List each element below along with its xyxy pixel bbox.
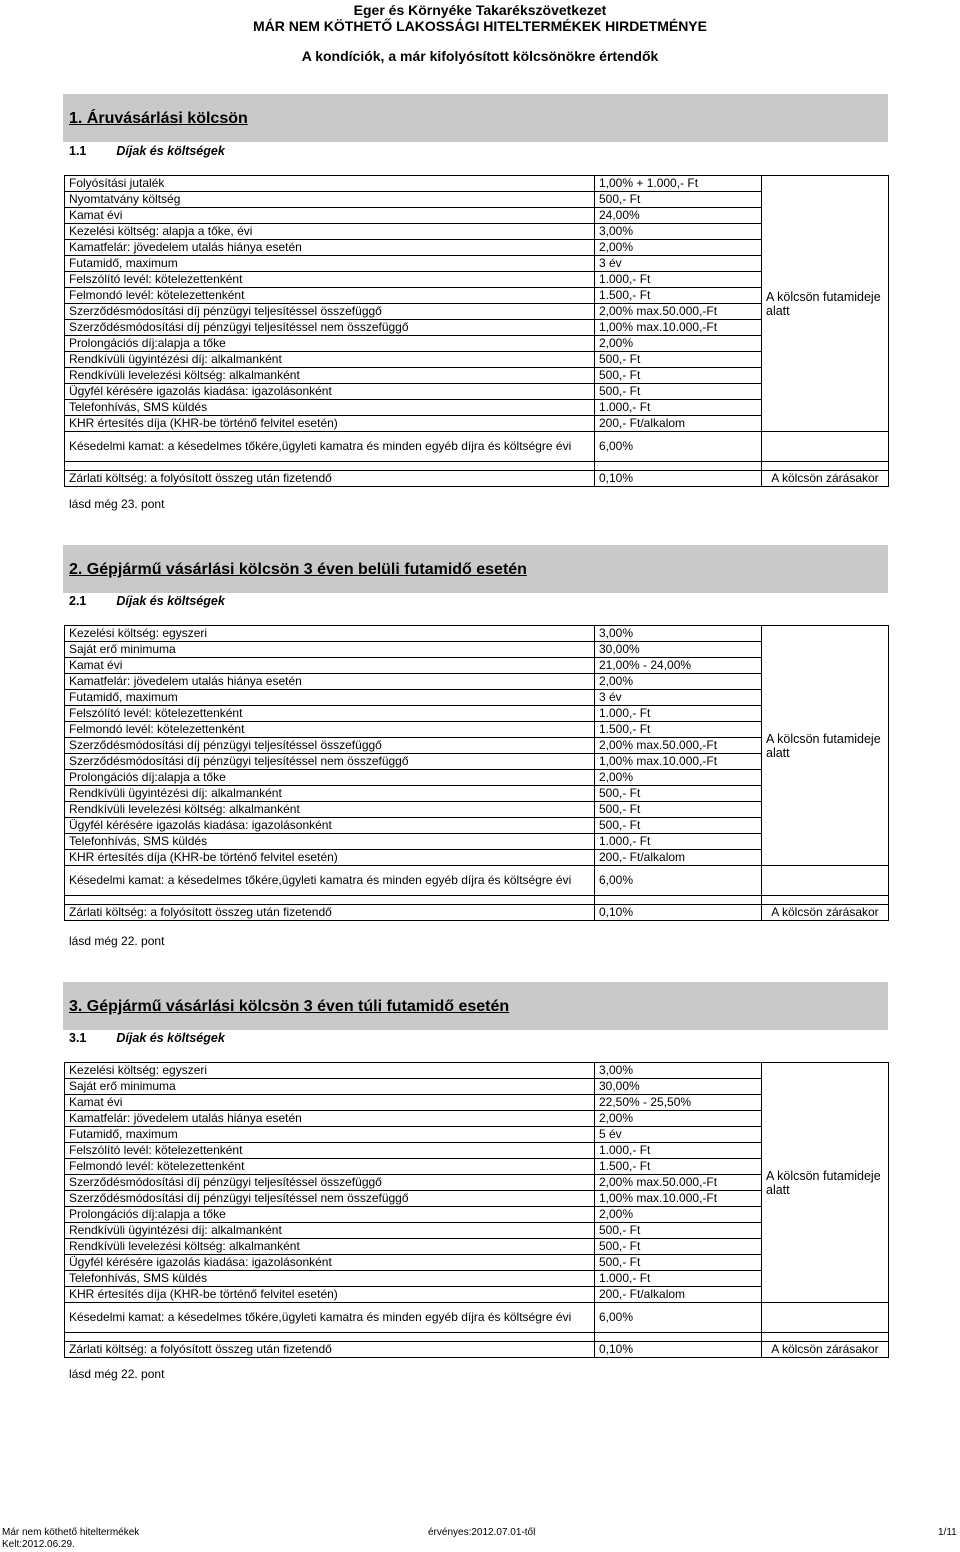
footer-date: Kelt:2012.06.29. [2,1539,75,1550]
fee-label: Szerződésmódosítási díj pénzügyi teljesítéssel összefüggő [65,304,595,320]
closing-cost-label: Zárlati költség: a folyósított összeg után fizetendő [65,1342,595,1358]
section-3-title: 3. Gépjármű vásárlási kölcsön 3 éven túli futamidő esetén [69,998,510,1015]
fee-label: Szerződésmódosítási díj pénzügyi teljesítéssel összefüggő [65,738,595,754]
fee-label: Prolongációs díj:alapja a tőke [65,336,595,352]
sub-number: 1.1 [69,144,87,158]
fee-value: 22,50% - 25,50% [595,1095,762,1111]
validity-note [762,176,889,432]
fee-label: Rendkívüli levelezési költség: alkalmanként [65,368,595,384]
fee-value: 1,00% max.10.000,-Ft [595,1191,762,1207]
sub-number: 2.1 [69,594,87,608]
footer-left [2,1527,139,1551]
footer-validity: érvényes:2012.07.01-től [428,1527,536,1538]
validity-note [762,626,889,866]
fee-value: 3 év [595,256,762,272]
fee-label: Felszólító levél: kötelezettenként [65,706,595,722]
fee-value: 3 év [595,690,762,706]
fee-label: Kezelési költség: alapja a tőke, évi [65,224,595,240]
late-interest-value: 6,00% [595,432,762,462]
table-spacer [65,1333,889,1342]
fee-value: 1,00% max.10.000,-Ft [595,320,762,336]
fees-table-1 [64,175,889,487]
late-interest-empty [762,866,889,896]
fee-label: KHR értesítés díja (KHR-be történő felvitel esetén) [65,850,595,866]
table-row [65,905,889,921]
fee-label: Prolongációs díj:alapja a tőke [65,770,595,786]
table-spacer [65,462,889,471]
table-row [65,176,889,192]
late-interest-label: Késedelmi kamat: a késedelmes tőkére,ügyleti kamatra és minden egyéb díjra és költségre évi [65,1303,595,1333]
fee-label: Folyósítási jutalék [65,176,595,192]
table-row [65,866,889,896]
fee-value: 2,00% max.50.000,-Ft [595,304,762,320]
late-interest-value: 6,00% [595,866,762,896]
fee-label: Szerződésmódosítási díj pénzügyi teljesítéssel nem összefüggő [65,1191,595,1207]
document-title: MÁR NEM KÖTHETŐ LAKOSSÁGI HITELTERMÉKEK HIRDETMÉNYE [253,18,707,34]
document-subtitle: A kondíciók, a már kifolyósított kölcsönökre értendők [301,48,659,64]
footer-doc-name: Már nem köthető hiteltermékek [2,1527,140,1538]
late-interest-label: Késedelmi kamat: a késedelmes tőkére,ügyleti kamatra és minden egyéb díjra és költségre évi [65,866,595,896]
fee-label: Ügyfél kérésére igazolás kiadása: igazolásonként [65,818,595,834]
fee-value: 1,00% max.10.000,-Ft [595,754,762,770]
fee-value: 500,- Ft [595,802,762,818]
fee-value: 2,00% [595,336,762,352]
fee-value: 500,- Ft [595,368,762,384]
fee-value: 1.500,- Ft [595,288,762,304]
table-spacer [65,896,889,905]
fee-value: 1.500,- Ft [595,1159,762,1175]
fee-value: 200,- Ft/alkalom [595,1287,762,1303]
fee-value: 1.000,- Ft [595,706,762,722]
closing-cost-when: A kölcsön zárásakor [762,1342,889,1358]
sub-label: Díjak és költségek [116,144,225,158]
validity-note-text: A kölcsön futamideje alatt [766,731,881,760]
fee-label: Felszólító levél: kötelezettenként [65,272,595,288]
fee-value: 500,- Ft [595,352,762,368]
fee-value: 2,00% [595,674,762,690]
late-interest-empty [762,432,889,462]
fee-label: Rendkívüli levelezési költség: alkalmanként [65,1239,595,1255]
fee-label: Futamidő, maximum [65,256,595,272]
fee-value: 1.000,- Ft [595,1271,762,1287]
fee-value: 500,- Ft [595,384,762,400]
fee-label: Rendkívüli levelezési költség: alkalmanként [65,802,595,818]
section-2-subtitle [69,594,225,608]
fee-value: 1.000,- Ft [595,272,762,288]
closing-cost-label: Zárlati költség: a folyósított összeg után fizetendő [65,905,595,921]
fees-table-2 [64,625,889,921]
fee-value: 500,- Ft [595,786,762,802]
fee-value: 1.000,- Ft [595,834,762,850]
fee-label: Kamatfelár: jövedelem utalás hiánya esetén [65,674,595,690]
fee-label: Rendkívüli ügyintézési díj: alkalmanként [65,786,595,802]
fee-value: 2,00% [595,1207,762,1223]
closing-cost-when: A kölcsön zárásakor [762,905,889,921]
fee-label: Kezelési költség: egyszeri [65,1063,595,1079]
fee-value: 2,00% [595,240,762,256]
fee-label: Szerződésmódosítási díj pénzügyi teljesítéssel nem összefüggő [65,320,595,336]
fee-value: 200,- Ft/alkalom [595,416,762,432]
fee-label: Saját erő minimuma [65,1079,595,1095]
fee-label: KHR értesítés díja (KHR-be történő felvitel esetén) [65,416,595,432]
fees-table-3 [64,1062,889,1358]
section-1-subtitle [69,144,225,158]
closing-cost-value: 0,10% [595,471,762,487]
fee-value: 1.000,- Ft [595,400,762,416]
section-2-title: 2. Gépjármű vásárlási kölcsön 3 éven belüli futamidő esetén [69,561,527,578]
fee-value: 200,- Ft/alkalom [595,850,762,866]
fee-label: Futamidő, maximum [65,1127,595,1143]
closing-cost-when: A kölcsön zárásakor [762,471,889,487]
section-1-title: 1. Áruvásárlási kölcsön [69,110,248,127]
fee-label: KHR értesítés díja (KHR-be történő felvitel esetén) [65,1287,595,1303]
closing-cost-label: Zárlati költség: a folyósított összeg után fizetendő [65,471,595,487]
fee-label: Futamidő, maximum [65,690,595,706]
fee-value: 500,- Ft [595,1223,762,1239]
fee-label: Kamat évi [65,208,595,224]
late-interest-label: Késedelmi kamat: a késedelmes tőkére,ügyleti kamatra és minden egyéb díjra és költségre évi [65,432,595,462]
fee-label: Telefonhívás, SMS küldés [65,1271,595,1287]
fee-value: 30,00% [595,1079,762,1095]
fee-label: Felmondó levél: kötelezettenként [65,288,595,304]
sub-number: 3.1 [69,1031,87,1045]
see-also-1: lásd még 23. pont [69,497,165,511]
fee-value: 3,00% [595,1063,762,1079]
table-row [65,626,889,642]
fee-value: 2,00% [595,770,762,786]
fee-value: 21,00% - 24,00% [595,658,762,674]
footer-page-number: 1/11 [938,1527,957,1538]
see-also-2: lásd még 22. pont [69,934,165,948]
fee-label: Telefonhívás, SMS küldés [65,400,595,416]
fee-label: Kamatfelár: jövedelem utalás hiánya esetén [65,240,595,256]
validity-note-text: A kölcsön futamideje alatt [766,289,881,318]
fee-label: Kamat évi [65,1095,595,1111]
org-name: Eger és Környéke Takarékszövetkezet [353,2,607,18]
fee-value: 2,00% [595,1111,762,1127]
fee-label: Saját erő minimuma [65,642,595,658]
fee-label: Kamatfelár: jövedelem utalás hiánya esetén [65,1111,595,1127]
closing-cost-value: 0,10% [595,1342,762,1358]
fee-value: 500,- Ft [595,1255,762,1271]
fee-label: Ügyfél kérésére igazolás kiadása: igazolásonként [65,1255,595,1271]
validity-note [762,1063,889,1303]
table-row [65,1342,889,1358]
fee-label: Ügyfél kérésére igazolás kiadása: igazolásonként [65,384,595,400]
fee-value: 24,00% [595,208,762,224]
fee-label: Kezelési költség: egyszeri [65,626,595,642]
fee-value: 500,- Ft [595,1239,762,1255]
fee-value: 1,00% + 1.000,- Ft [595,176,762,192]
fee-value: 5 év [595,1127,762,1143]
table-row [65,1063,889,1079]
fee-value: 3,00% [595,626,762,642]
late-interest-value: 6,00% [595,1303,762,1333]
fee-value: 2,00% max.50.000,-Ft [595,738,762,754]
fee-label: Rendkívüli ügyintézési díj: alkalmanként [65,352,595,368]
fee-label: Felszólító levél: kötelezettenként [65,1143,595,1159]
fee-label: Kamat évi [65,658,595,674]
fee-value: 1.000,- Ft [595,1143,762,1159]
fee-label: Prolongációs díj:alapja a tőke [65,1207,595,1223]
late-interest-empty [762,1303,889,1333]
sub-label: Díjak és költségek [116,1031,225,1045]
sub-label: Díjak és költségek [116,594,225,608]
fee-label: Felmondó levél: kötelezettenként [65,722,595,738]
fee-label: Felmondó levél: kötelezettenként [65,1159,595,1175]
table-row [65,432,889,462]
validity-note-text: A kölcsön futamideje alatt [766,1168,881,1197]
fee-label: Telefonhívás, SMS küldés [65,834,595,850]
fee-value: 3,00% [595,224,762,240]
fee-label: Nyomtatvány költség [65,192,595,208]
fee-value: 1.500,- Ft [595,722,762,738]
fee-value: 2,00% max.50.000,-Ft [595,1175,762,1191]
fee-value: 500,- Ft [595,192,762,208]
fee-label: Szerződésmódosítási díj pénzügyi teljesítéssel összefüggő [65,1175,595,1191]
closing-cost-value: 0,10% [595,905,762,921]
section-3-subtitle [69,1031,225,1045]
table-row [65,471,889,487]
fee-value: 30,00% [595,642,762,658]
table-row [65,1303,889,1333]
fee-value: 500,- Ft [595,818,762,834]
see-also-3: lásd még 22. pont [69,1367,165,1381]
fee-label: Szerződésmódosítási díj pénzügyi teljesítéssel nem összefüggő [65,754,595,770]
fee-label: Rendkívüli ügyintézési díj: alkalmanként [65,1223,595,1239]
